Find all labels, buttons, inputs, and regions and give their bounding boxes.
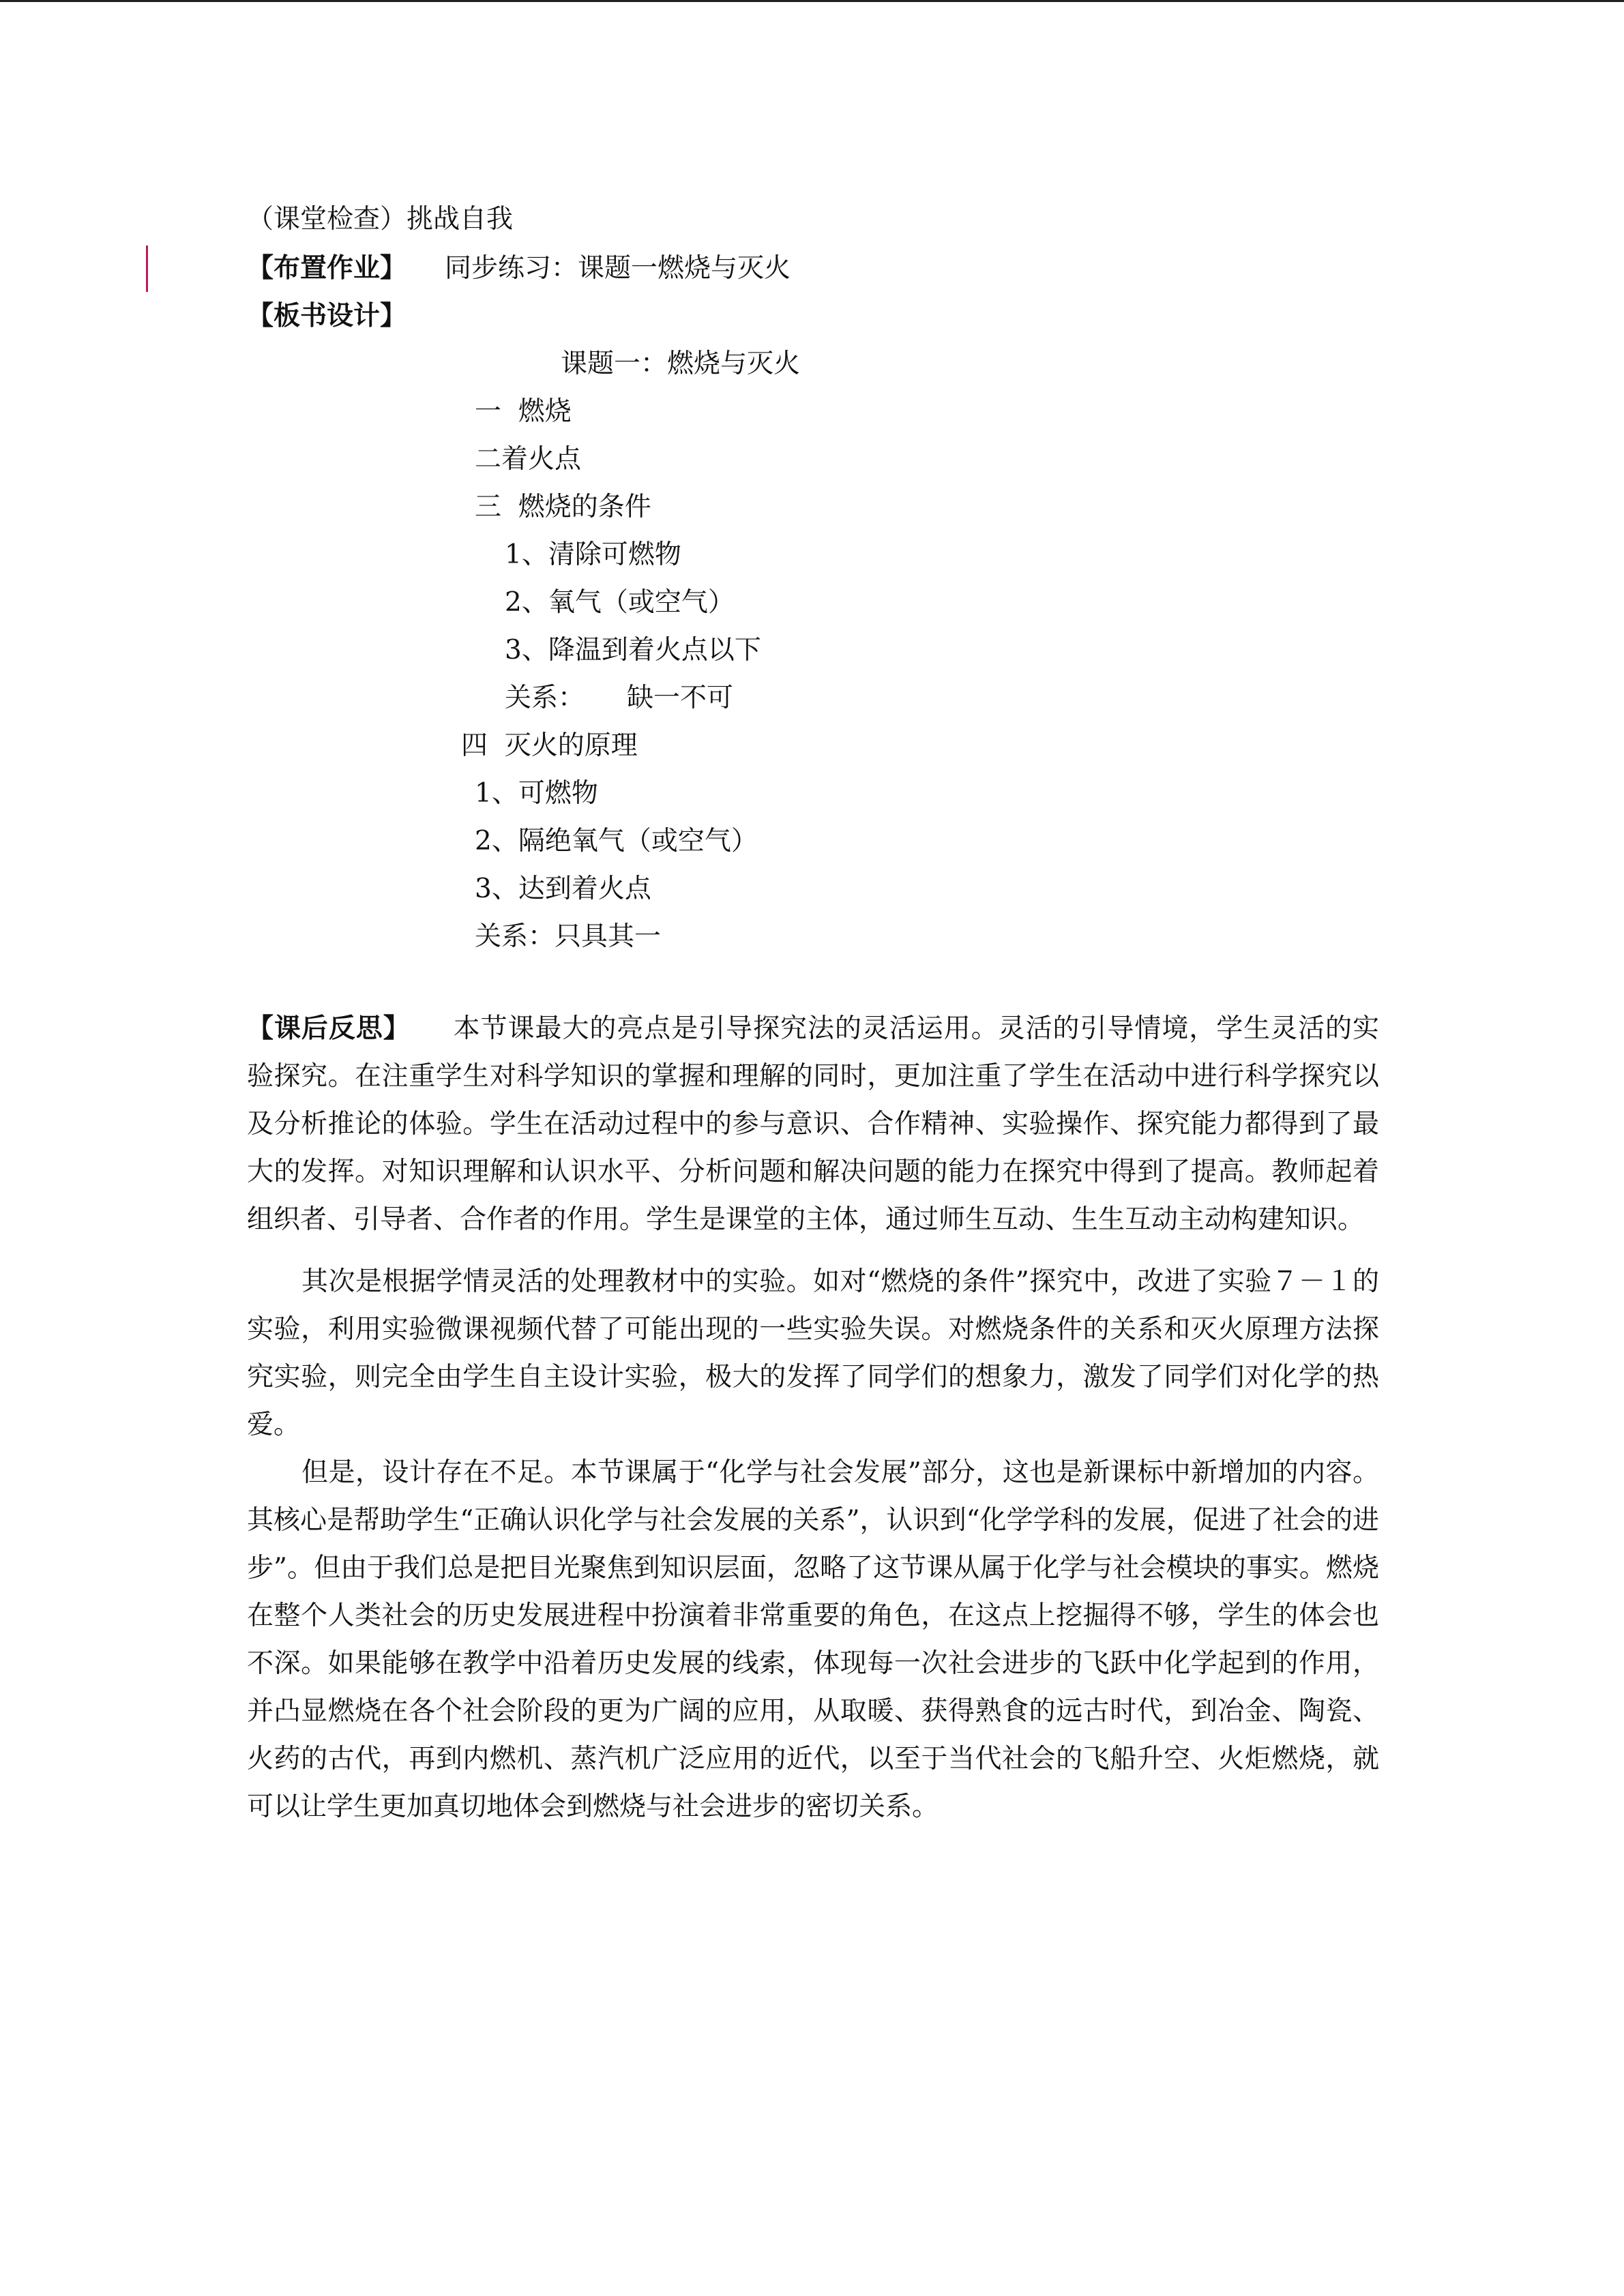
board-line-11: 3、达到着火点: [475, 874, 651, 904]
board-line-8: 四 灭火的原理: [461, 730, 638, 761]
board-design-label: 【板书设计】: [247, 300, 407, 331]
board-line-9: 1、可燃物: [475, 778, 598, 809]
page-top-border: [0, 0, 1624, 2]
homework-line: [247, 252, 791, 285]
classroom-check-line: （课堂检查）挑战自我: [247, 204, 514, 235]
board-line-4: 1、清除可燃物: [505, 539, 681, 570]
reflection-paragraph-1: [247, 1004, 1379, 1244]
board-line-12: 关系：只具其一: [475, 921, 662, 952]
homework-label: 【布置作业】: [247, 252, 407, 284]
board-line-7: 关系： 缺一不可: [505, 683, 733, 713]
board-title: 课题一：燃烧与灭火: [561, 348, 801, 379]
reflection-paragraph-2: 其次是根据学情灵活的处理教材中的实验。如对“燃烧的条件”探究中，改进了实验７－１的实验，利用实验微课视频代替了可能出现的一些实验失误。对燃烧条件的关系和灭火原理方法探究实验，则完全由学生自主设计实验，极大的发挥了同学们的想象力，激发了同学们对化学的热爱。: [247, 1266, 1379, 1440]
board-line-5: 2、氧气（或空气）: [505, 587, 735, 618]
board-line-2: 二着火点: [475, 444, 582, 475]
board-line-10: 2、隔绝氧气（或空气）: [475, 826, 758, 856]
board-line-3: 三 燃烧的条件: [475, 492, 651, 522]
reflection-paragraph-3: 但是，设计存在不足。本节课属于“化学与社会发展”部分，这也是新课标中新增加的内容。其核心是帮助学生“正确认识化学与社会发展的关系”，认识到“化学学科的发展，促进了社会的进步”。但由于我们总是把目光聚焦到知识层面，忽略了这节课从属于化学与社会模块的事实。燃烧在整个人类社会的历史发展进程中扮演着非常重要的角色，在这点上挖掘得不够，学生的体会也不深。如果能够在教学中沿着历史发展的线索，体现每一次社会进步的飞跃中化学起到的作用，并凸显燃烧在各个社会阶段的更为广阔的应用，从取暖、获得熟食的远古时代，到冶金、陶瓷、火药的古代，再到内燃机、蒸汽机广泛应用的近代，以至于当代社会的飞船升空、火炬燃烧，就可以让学生更加真切地体会到燃烧与社会进步的密切关系。: [247, 1457, 1379, 1822]
reflection-text-1: 本节课最大的亮点是引导探究法的灵活运用。灵活的引导情境，学生灵活的实验探究。在注重学生对科学知识的掌握和理解的同时，更加注重了学生在活动中进行科学探究以及分析推论的体验。学生在活动过程中的参与意识、合作精神、实验操作、探究能力都得到了最大的发挥。对知识理解和认识水平、分析问题和解决问题的能力在探究中得到了提高。教师起着组织者、引导者、合作者的作用。学生是课堂的主体，通过师生互动、生生互动主动构建知识。: [247, 1013, 1379, 1235]
board-line-6: 3、降温到着火点以下: [505, 635, 761, 666]
homework-text: 同步练习：课题一燃烧与灭火: [445, 253, 791, 284]
board-line-1: 一 燃烧: [475, 396, 572, 427]
reflection-label: 【课后反思】: [247, 1013, 411, 1044]
revision-mark: [146, 245, 148, 292]
